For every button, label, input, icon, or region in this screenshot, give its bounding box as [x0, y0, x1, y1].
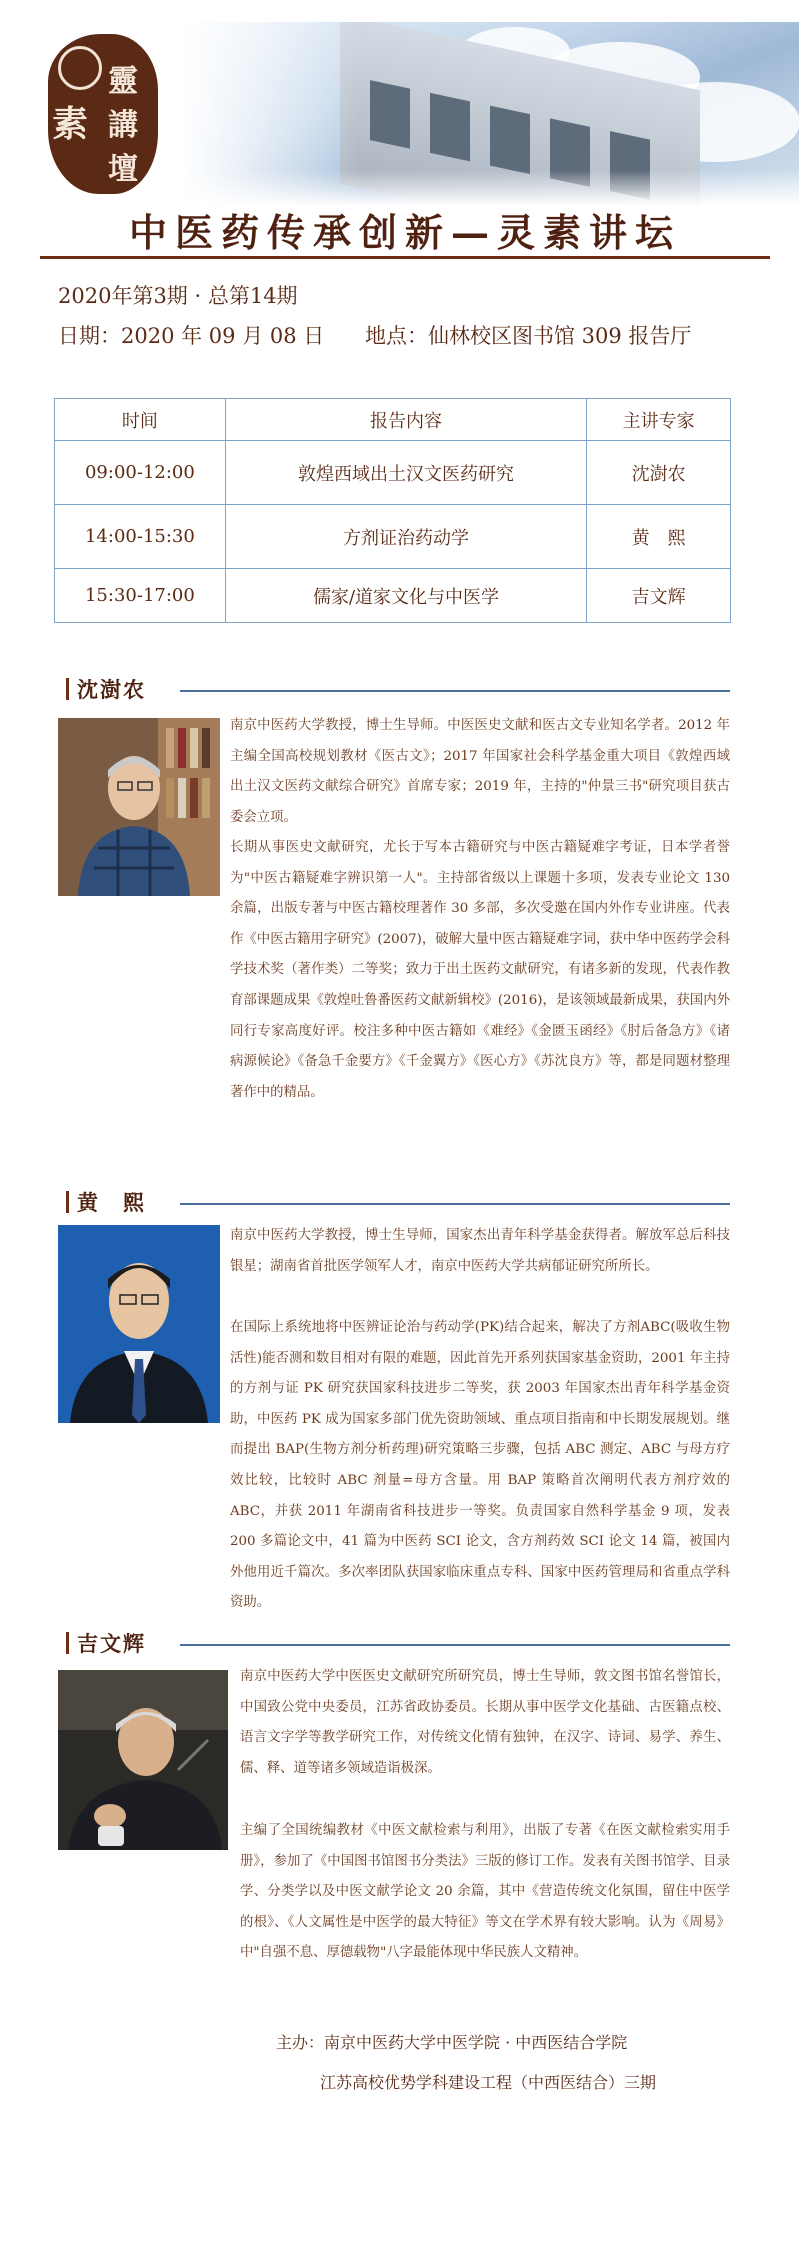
table-row [55, 505, 731, 569]
logo-char-su: 素 [52, 103, 89, 145]
logo-emblem-icon [58, 46, 102, 90]
schedule-table [54, 398, 731, 623]
cell-speaker: 吉文辉 [587, 569, 731, 623]
footer-project: 江苏高校优势学科建设工程（中西医结合）三期 [320, 2073, 657, 2092]
cell-time: 15:30-17:00 [55, 569, 226, 623]
bio-paragraph: 南京中医药大学教授，博士生导师。中医医史文献和医古文专业知名学者。2012 年主编全国高校规划教材《医古文》；2017 年国家社会科学基金重大项目《敦煌西域出土汉文医药文献综合研究》首席专家；2019 年，主持的"仲景三书"研究项目获古委会立项。 [230, 718, 730, 825]
bio-paragraph: 主编了全国统编教材《中医文献检索与利用》，出版了专著《在医文献检索实用手册》，参加了《中国图书馆图书分类法》三版的修订工作。发表有关图书馆学、目录学、分类学以及中医文献学论文 20 余篇，其中《营造传统文化氛围，留住中医学的根》、《人文属性是中医学的最大特征》等文在学术界有较大影响。认为《周易》中"自强不息、厚德载物"八字最能体现中华民族人文精神。 [240, 1823, 730, 1961]
cell-topic: 方剂证治药动学 [225, 505, 586, 569]
bio-paragraph: 长期从事医史文献研究，尤长于写本古籍研究与中医古籍疑难字考证，日本学者誉为"中医古籍疑难字辨识第一人"。主持部省级以上课题十多项，发表专业论文 130 余篇，出版专著与中医古籍校理著作 30 多部，多次受邀在国内外作专业讲座。代表作《中医古籍用字研究》(2007)，破解大量中医古籍疑难字词，获中华中医药学会科学技术奖（著作类）二等奖；致力于出土医药文献研究，有诸多新的发现，代表作教育部课题成果《敦煌吐鲁番医药文献新辑校》(2016)，是该领域最新成果，获国内外同行专家高度好评。校注多种中医古籍如《难经》《金匮玉函经》《肘后备急方》《诸病源候论》《备急千金要方》《千金翼方》《医心方》《苏沈良方》等，都是同题材整理著作中的精品。 [230, 840, 730, 1100]
page-title: 中医药传承创新—灵素讲坛 [128, 209, 681, 255]
event-info [58, 320, 725, 350]
cell-topic: 敦煌西域出土汉文医药研究 [225, 441, 586, 505]
speaker-2-bio-intro [230, 1221, 730, 1282]
lingsu-logo [48, 34, 158, 194]
table-row [55, 441, 731, 505]
speaker-2-heading [66, 1187, 146, 1217]
footer-host: 主办：南京中医药大学中医学院 · 中西医结合学院 [276, 2033, 628, 2052]
speaker-name: 黄 熙 [77, 1190, 146, 1215]
logo-char-jiang: 講 [108, 108, 138, 143]
event-date: 日期：2020 年 09 月 08 日 [58, 324, 325, 348]
cell-time: 14:00-15:30 [55, 505, 226, 569]
cell-speaker: 沈澍农 [587, 441, 731, 505]
bio-paragraph: 南京中医药大学中医医史文献研究所研究员，博士生导师，敦文图书馆名誉馆长，中国致公党中央委员，江苏省政协委员。长期从事中医学文化基础、古医籍点校、语言文字学等教学研究工作，对传统文化情有独钟，在汉字、诗词、易学、养生、儒、释、道等诸多领域造诣极深。 [240, 1669, 730, 1776]
speaker-3-bio-intro [240, 1662, 730, 1784]
section-divider [180, 1644, 730, 1646]
speaker-3-bio-main [60, 1816, 730, 1969]
col-header-topic: 报告内容 [225, 399, 586, 441]
logo-char-ling: 靈 [108, 64, 138, 99]
speaker-name: 吉文辉 [77, 1631, 146, 1656]
header [0, 0, 799, 255]
bio-paragraph: 南京中医药大学教授，博士生导师，国家杰出青年科学基金获得者。解放军总后科技银星；湖南省首批医学领军人才，南京中医药大学共病郁证研究所所长。 [230, 1228, 730, 1274]
col-header-speaker: 主讲专家 [587, 399, 731, 441]
section-divider [180, 690, 730, 692]
bio-paragraph: 在国际上系统地将中医辨证论治与药动学(PK)结合起来，解决了方剂ABC(吸收生物活性)能否测和数目相对有限的难题，因此首先开系列获国家基金资助，2001 年主持的方剂与证 PK 研究获国家科技进步二等奖，获 2003 年国家杰出青年科学基金资助，中医药 PK 成为国家多部门优先资助领域、重点项目指南和中长期发展规划。继而提出 BAP(生物方剂分析药理)研究策略三步骤，包括 ABC 测定、ABC 与母方疗效比较，比较时 ABC 剂量=母方含量。用 BAP 策略首次阐明代表方剂疗效的 ABC，并获 2011 年湖南省科技进步一等奖。负责国家自然科学基金 9 项，发表 200 多篇论文中，41 篇为中医药 SCI 论文，含方剂药效 SCI 论文 14 篇，被国内外他用近千篇次。多次率团队获国家临床重点专科、国家中医药管理局和省重点学科资助。 [230, 1320, 730, 1611]
table-header-row [55, 399, 731, 441]
section-divider [180, 1203, 730, 1205]
campus-banner-image [160, 22, 799, 210]
title-divider [40, 256, 770, 259]
speaker-name: 沈澍农 [77, 677, 146, 702]
speaker-1-bio-intro [230, 711, 730, 833]
cell-time: 09:00-12:00 [55, 441, 226, 505]
table-row [55, 569, 731, 623]
issue-number: 2020年第3期 · 总第14期 [58, 284, 298, 308]
speaker-1-heading [66, 674, 146, 704]
cell-speaker: 黄 熙 [587, 505, 731, 569]
page-title-bar [40, 205, 770, 253]
logo-char-tan: 壇 [108, 152, 138, 187]
speaker-1-bio-main [60, 833, 730, 1108]
event-location: 地点：仙林校区图书馆 309 报告厅 [364, 324, 692, 348]
col-header-time: 时间 [55, 399, 226, 441]
cell-topic: 儒家/道家文化与中医学 [225, 569, 586, 623]
speaker-2-bio-main [60, 1313, 730, 1619]
speaker-3-heading [66, 1628, 146, 1658]
